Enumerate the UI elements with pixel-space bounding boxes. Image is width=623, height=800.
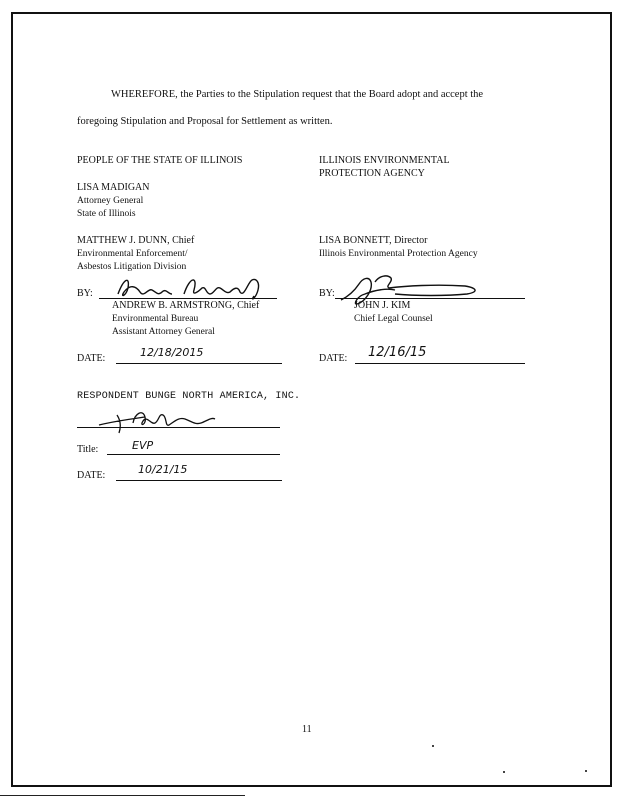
respondent-name: RESPONDENT BUNGE NORTH AMERICA, INC. — [77, 391, 301, 402]
right-signer-title: Chief Legal Counsel — [354, 314, 433, 324]
attorney-general-state: State of Illinois — [77, 209, 136, 219]
right-by-label: BY: — [319, 288, 335, 299]
body-text-line-1: WHEREFORE, the Parties to the Stipulation request that the Board adopt and accept the — [111, 89, 484, 100]
left-date-line — [116, 363, 282, 364]
scan-speck — [432, 745, 434, 747]
body-text-line-2: foregoing Stipulation and Proposal for Settlement as written. — [77, 116, 333, 127]
respondent-date-label: DATE: — [77, 470, 106, 481]
right-date-line — [355, 363, 525, 364]
left-signer-bureau: Environmental Bureau — [112, 314, 199, 324]
respondent-date-value: 10/21/15 — [138, 463, 188, 476]
right-signer-name: JOHN J. KIM — [354, 300, 411, 311]
attorney-general-title: Attorney General — [77, 196, 144, 206]
left-signer-title: Assistant Attorney General — [112, 327, 215, 337]
scan-speck — [585, 770, 587, 772]
left-date-value: 12/18/2015 — [140, 346, 204, 359]
scan-edge-line — [0, 795, 245, 796]
right-party-heading-line-2: PROTECTION AGENCY — [319, 168, 425, 179]
respondent-signature — [95, 405, 225, 435]
director-name: LISA BONNETT, Director — [319, 235, 428, 246]
respondent-title-label: Title: — [77, 444, 99, 455]
chief-division-line-1: Environmental Enforcement/ — [77, 249, 188, 259]
chief-name: MATTHEW J. DUNN, Chief — [77, 235, 195, 246]
page-number: 11 — [302, 724, 312, 735]
chief-division-line-2: Asbestos Litigation Division — [77, 262, 187, 272]
right-date-value: 12/16/15 — [368, 345, 427, 360]
director-agency: Illinois Environmental Protection Agency — [319, 249, 478, 259]
right-date-label: DATE: — [319, 353, 348, 364]
right-party-heading-line-1: ILLINOIS ENVIRONMENTAL — [319, 155, 450, 166]
left-by-label: BY: — [77, 288, 93, 299]
left-signer-name: ANDREW B. ARMSTRONG, Chief — [112, 300, 260, 311]
left-party-heading: PEOPLE OF THE STATE OF ILLINOIS — [77, 155, 243, 166]
left-date-label: DATE: — [77, 353, 106, 364]
respondent-title-line — [107, 454, 280, 455]
respondent-date-line — [116, 480, 282, 481]
respondent-title-value: EVP — [132, 439, 154, 452]
attorney-general-name: LISA MADIGAN — [77, 182, 150, 193]
scan-speck — [503, 771, 505, 773]
